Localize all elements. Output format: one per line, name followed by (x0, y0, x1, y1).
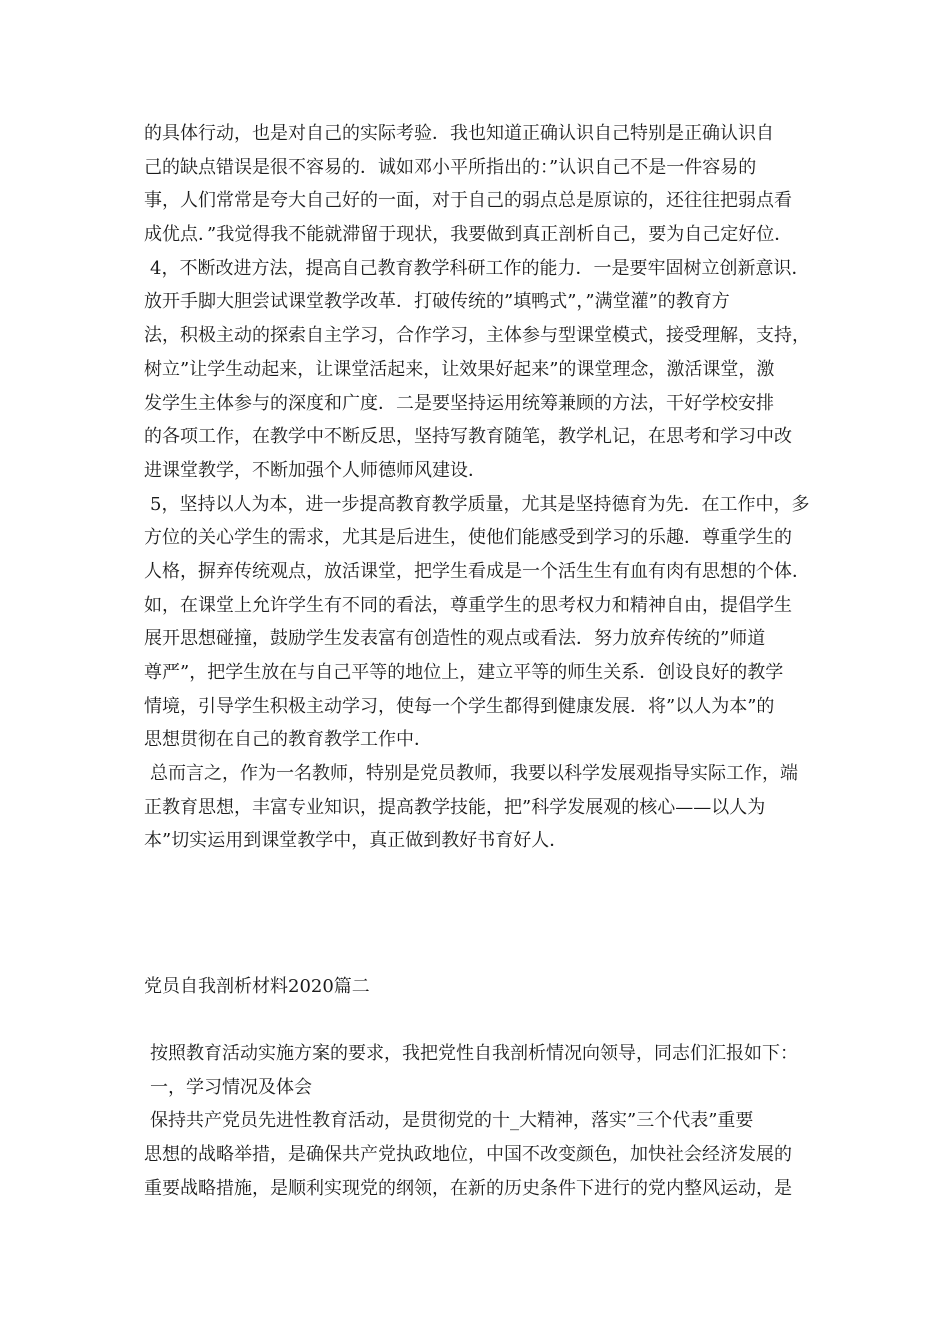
text-line: 放开手脚大胆尝试课堂教学改革．打破传统的”填鸭式”，”满堂灌”的教育方 (144, 291, 730, 313)
text-line: 按照教育活动实施方案的要求，我把党性自我剖析情况向领导，同志们汇报如下： (150, 1043, 798, 1064)
text-line: 方位的关心学生的需求，尤其是后进生，使他们能感受到学习的乐趣．尊重学生的 (144, 527, 792, 549)
text-line: 本”切实运用到课堂教学中，真正做到教好书育好人． (144, 830, 568, 852)
text-line: 保持共产党员先进性教育活动，是贯彻党的十_大精神，落实”三个代表”重要 (150, 1110, 754, 1132)
text-line: 进课堂教学，不断加强个人师德师风建设． (144, 459, 486, 481)
text-line: 一，学习情况及体会 (150, 1076, 312, 1098)
text-line: 事，人们常常是夸大自己好的一面，对于自己的弱点总是原谅的，还往往把弱点看 (144, 190, 792, 212)
text-line: 正教育思想，丰富专业知识，提高教学技能，把”科学发展观的核心——以人为 (144, 796, 766, 818)
text-line: 尊严”，把学生放在与自己平等的地位上，建立平等的师生关系．创设良好的教学 (144, 662, 784, 683)
text-line: 人格，摒弃传统观点，放活课堂，把学生看成是一个活生生有血有肉有思想的个体． (144, 560, 810, 582)
section-heading: 党员自我剖析材料2020篇二 (144, 976, 370, 997)
text-line: 思想贯彻在自己的教育教学工作中． (144, 729, 432, 751)
text-line: 发学生主体参与的深度和广度．二是要坚持运用统筹兼顾的方法，干好学校安排 (144, 392, 774, 414)
text-line: 5，坚持以人为本，进一步提高教育教学质量，尤其是坚持德育为先．在工作中，多 (150, 493, 810, 515)
text-line: 展开思想碰撞，鼓励学生发表富有创造性的观点或看法．努力放弃传统的”师道 (144, 628, 766, 650)
text-line: 法，积极主动的探索自主学习，合作学习，主体参与型课堂模式，接受理解，支持， (144, 325, 810, 347)
text-line: 重要战略措施，是顺利实现党的纲领，在新的历史条件下进行的党内整风运动，是 (144, 1177, 792, 1199)
text-line: 如，在课堂上允许学生有不同的看法，尊重学生的思考权力和精神自由，提倡学生 (144, 594, 792, 616)
text-line: 4，不断改进方法，提高自己教育教学科研工作的能力．一是要牢固树立创新意识． (150, 257, 810, 279)
text-line: 的具体行动，也是对自己的实际考验．我也知道正确认识自己特别是正确认识自 (144, 123, 774, 144)
text-line: 己的缺点错误是很不容易的．诚如邓小平所指出的：”认识自己不是一件容易的 (144, 156, 757, 178)
text-line: 总而言之，作为一名教师，特别是党员教师，我要以科学发展观指导实际工作，端 (150, 763, 798, 785)
text-line: 树立”让学生动起来，让课堂活起来，让效果好起来”的课堂理念，激活课堂，激 (144, 358, 775, 380)
text-line: 思想的战略举措，是确保共产党执政地位，中国不改变颜色，加快社会经济发展的 (144, 1144, 792, 1166)
body-text-section-2 (144, 1037, 824, 1205)
body-text-section-1 (144, 117, 824, 858)
text-line: 情境，引导学生积极主动学习，使每一个学生都得到健康发展．将”以人为本”的 (144, 695, 775, 717)
text-line: 的各项工作，在教学中不断反思，坚持写教育随笔，教学札记，在思考和学习中改 (144, 426, 792, 448)
text-line: 成优点．”我觉得我不能就滞留于现状，我要做到真正剖析自己，要为自己定好位． (144, 224, 793, 246)
